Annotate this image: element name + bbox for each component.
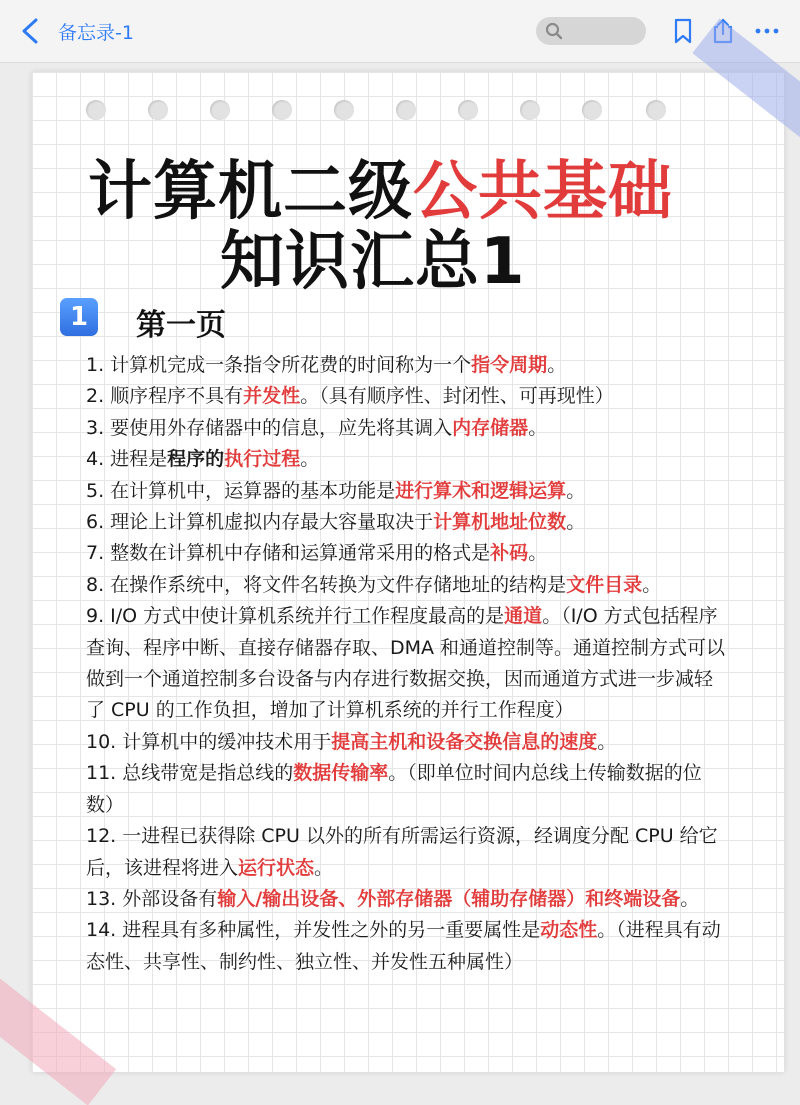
search-icon (545, 22, 563, 40)
list-item: 7. 整数在计算机中存储和运算通常采用的格式是补码。 (86, 542, 548, 565)
section-number-badge: 1 (60, 298, 98, 336)
more-options-icon[interactable] (752, 16, 782, 46)
binder-hole (520, 100, 540, 120)
list-item: 11. 总线带宽是指总线的数据传输率。（即单位时间内总线上传输数据的位数） (86, 762, 702, 816)
top-bar (0, 0, 800, 63)
list-item: 5. 在计算机中，运算器的基本功能是进行算术和逻辑运算。 (86, 479, 586, 502)
list-item: 4. 进程是程序的执行过程。 (86, 448, 320, 471)
back-title[interactable]: 备忘录-1 (58, 22, 134, 44)
title-black-part: 计算机二级 (88, 155, 413, 229)
back-chevron-icon[interactable] (18, 17, 44, 45)
list-item: 14. 进程具有多种属性，并发性之外的另一重要属性是动态性。（进程具有动态性、共享性、制约性、独立性、并发性五种属性） (86, 919, 721, 973)
binder-hole (148, 100, 168, 120)
section-title: 第一页 (136, 308, 226, 343)
list-item: 1. 计算机完成一条指令所花费的时间称为一个指令周期。 (86, 354, 567, 376)
binder-hole (646, 100, 666, 120)
binder-hole (396, 100, 416, 120)
binder-hole (86, 100, 106, 120)
search-field[interactable] (536, 17, 646, 45)
list-item: 2. 顺序程序不具有并发性。（具有顺序性、封闭性、可再现性） (86, 385, 614, 408)
bookmark-icon[interactable] (668, 16, 698, 46)
list-item: 12. 一进程已获得除 CPU 以外的所有所需运行资源，经调度分配 CPU 给它后，该进程将进入运行状态。 (86, 825, 718, 879)
list-item: 6. 理论上计算机虚拟内存最大容量取决于计算机地址位数。 (86, 511, 586, 534)
binder-hole (582, 100, 602, 120)
list-item: 13. 外部设备有输入/输出设备、外部存储器（辅助存储器）和终端设备。 (86, 887, 700, 910)
list-item: 8. 在操作系统中，将文件名转换为文件存储地址的结构是文件目录。 (86, 573, 662, 596)
binder-hole (210, 100, 230, 120)
binder-hole (334, 100, 354, 120)
list-item: 10. 计算机中的缓冲技术用于提高主机和设备交换信息的速度。 (86, 730, 617, 753)
list-item: 9. I/O 方式中使计算机系统并行工作程度最高的是通道。（I/O 方式包括程序查询、程序中断、直接存储器存取、DMA 和通道控制等。通道控制方式可以做到一个通道控制多台设备与内存进行数据交换，因而通道方式进一步减轻了 CPU 的工作负担，增加了计算机系统的并行工作程度） (86, 605, 726, 722)
title-red-part: 公共基础 (413, 155, 673, 229)
binder-hole (458, 100, 478, 120)
notes-list (86, 350, 726, 978)
binder-hole (272, 100, 292, 120)
list-item: 3. 要使用外存储器中的信息，应先将其调入内存储器。 (86, 416, 548, 439)
page-title-line-2: 知识汇总1 (220, 225, 526, 299)
